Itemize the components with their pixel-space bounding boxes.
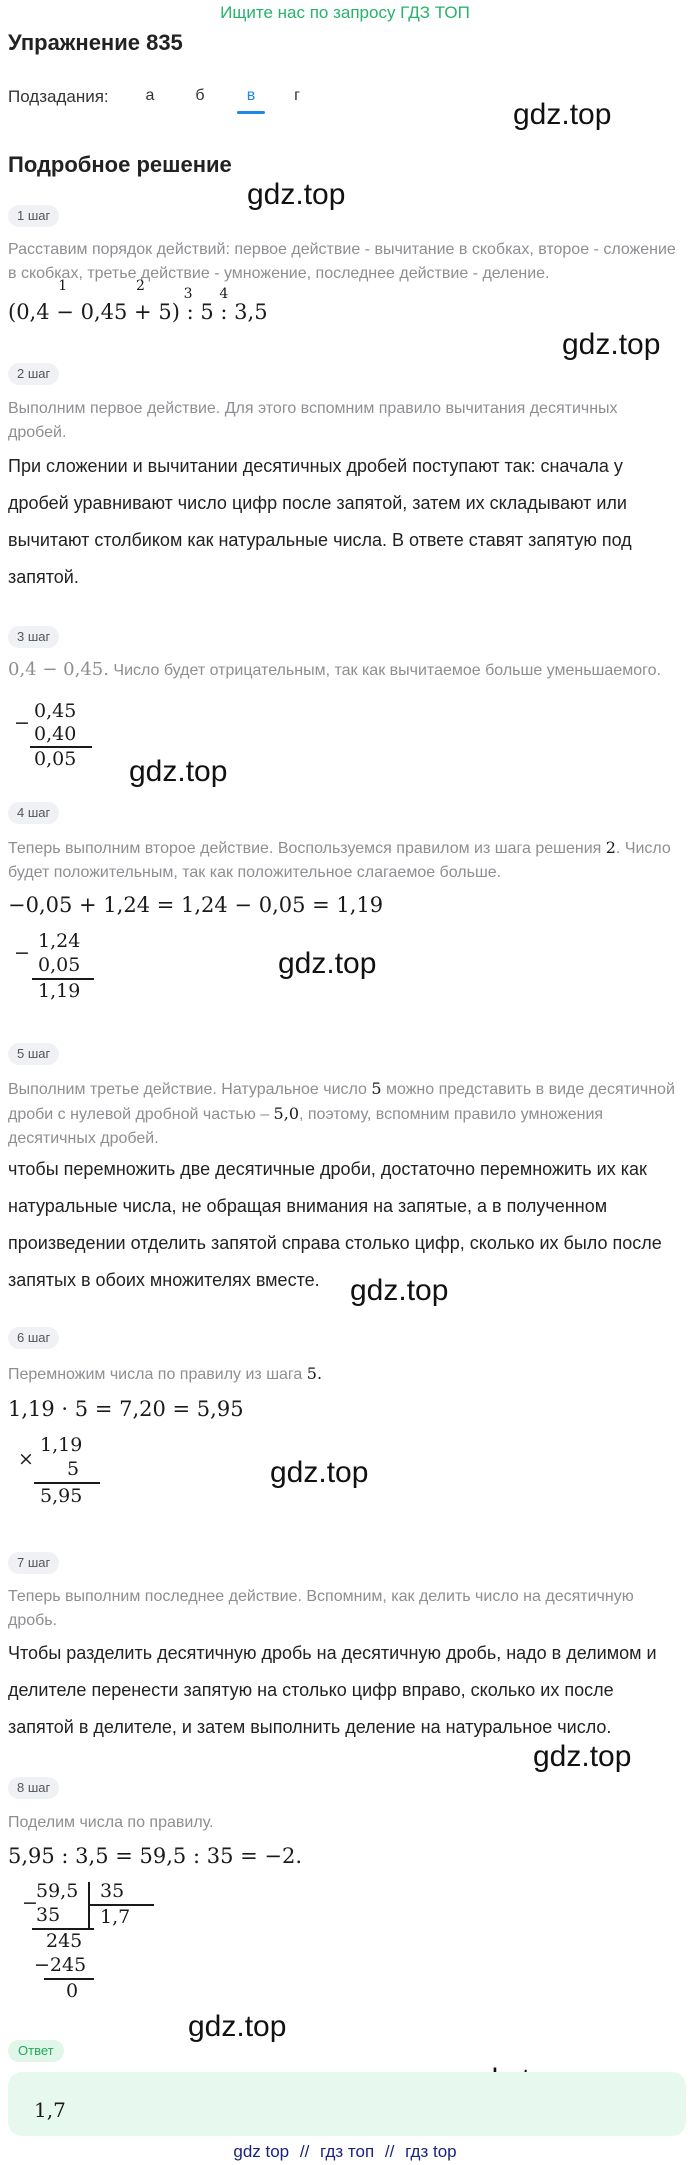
watermark: gdz.top — [278, 947, 377, 980]
column-multiplication: × 1,19 5 5,95 — [14, 1434, 94, 1514]
step-text: Перемножим числа по правилу из шага 5. — [8, 1364, 323, 1383]
footer-link[interactable]: гдз top — [405, 2142, 457, 2161]
footer-link[interactable]: gdz top — [233, 2142, 290, 2161]
step-badge: 7 шаг — [8, 1552, 59, 1574]
watermark: gdz.top — [270, 1456, 369, 1489]
footer-separator: // — [299, 2142, 310, 2161]
watermark: gdz.top — [513, 98, 612, 131]
top-banner[interactable]: Ищите нас по запросу ГДЗ ТОП — [220, 3, 470, 22]
step-text: Расставим порядок действий: первое действие - вычитание в скобках, второе - сложение в скобках, третье действие - умножение, последнее действие - деление. — [8, 241, 676, 282]
answer-value: 1,7 — [34, 2098, 66, 2122]
step-text: Поделим числа по правилу. — [8, 1814, 214, 1831]
footer-links — [0, 2138, 690, 2165]
step-text: Выполним третье действие. Натуральное число 5 можно представить в виде десятичной дроби с нулевой дробной частью – 5,0, поэтому, вспомним правило умножения десятичных дробей. — [8, 1079, 675, 1147]
watermark: gdz.top — [350, 1274, 449, 1307]
step-badge: 8 шаг — [8, 1777, 59, 1799]
step-text: Теперь выполним второе действие. Воспользуемся правилом из шага решения 2. Число будет положительным, так как положительное слагаемое больше. — [8, 838, 671, 881]
answer-label: Ответ — [8, 2040, 64, 2062]
step-equation: 5,95 : 3,5 = 59,5 : 35 = −2. — [8, 1844, 303, 1868]
step-text: 0,4 − 0,45. Число будет отрицательным, так как вычитаемое больше уменьшаемого. — [8, 659, 661, 680]
step-badge: 5 шаг — [8, 1043, 59, 1065]
subtask-tab-b[interactable]: б — [195, 87, 205, 104]
column-subtraction: − 1,24 0,05 1,19 — [12, 930, 82, 1002]
subtask-tab-g[interactable]: г — [294, 87, 300, 104]
watermark: gdz.top — [188, 2010, 287, 2043]
subtask-tab-a[interactable]: а — [145, 87, 155, 104]
step-equation: (0,4 1 − 0,45 2 + 5) 3 : 5 4 : 3,5 — [8, 278, 268, 324]
rule-text: При сложении и вычитании десятичных дробей поступают так: сначала у дробей уравнивают число цифр после запятой, затем их складывают или вычитают столбиком как натуральные числа. В ответе ставят запятую под запятой. — [8, 456, 632, 587]
subtask-tab-v[interactable]: в — [246, 87, 256, 104]
footer-link[interactable]: гдз топ — [320, 2142, 375, 2161]
rule-text: Чтобы разделить десятичную дробь на десятичную дробь, надо в делимом и делителе перенести запятую на столько цифр вправо, сколько их после запятой в делителе, и затем выполнить деление на натуральное число. — [8, 1643, 657, 1737]
solution-title: Подробное решение — [8, 152, 232, 177]
step-badge: 6 шаг — [8, 1327, 59, 1349]
answer-box — [8, 2072, 686, 2136]
subtasks-label: Подзадания: — [8, 87, 109, 106]
footer-separator: // — [384, 2142, 395, 2161]
step-text: Теперь выполним последнее действие. Вспомним, как делить число на десятичную дробь. — [8, 1588, 634, 1629]
watermark: gdz.top — [247, 178, 346, 211]
page-title: Упражнение 835 — [8, 30, 183, 55]
column-subtraction: − 0,45 0,40 0,05 — [12, 700, 82, 770]
step-badge: 4 шаг — [8, 802, 59, 824]
rule-text: чтобы перемножить две десятичные дроби, достаточно перемножить их как натуральные числа, не обращая внимания на запятые, а в полученном произведении отделить запятой справа столько цифр, сколько их было после запятых в обоих множителях вместе. — [8, 1159, 662, 1290]
step-badge: 3 шаг — [8, 626, 59, 648]
step-equation: 1,19 · 5 = 7,20 = 5,95 — [8, 1397, 244, 1421]
watermark: gdz.top — [129, 755, 228, 788]
watermark: gdz.top — [533, 1740, 632, 1773]
step-badge: 1 шаг — [8, 205, 59, 227]
step-equation: −0,05 + 1,24 = 1,24 − 0,05 = 1,19 — [8, 893, 384, 917]
active-tab-indicator — [237, 111, 265, 114]
watermark: gdz.top — [562, 328, 661, 361]
long-division: − 59,5 35 35 1,7 245 −245 0 — [14, 1880, 154, 2015]
step-text: Выполним первое действие. Для этого вспомним правило вычитания десятичных дробей. — [8, 400, 618, 441]
step-badge: 2 шаг — [8, 363, 59, 385]
